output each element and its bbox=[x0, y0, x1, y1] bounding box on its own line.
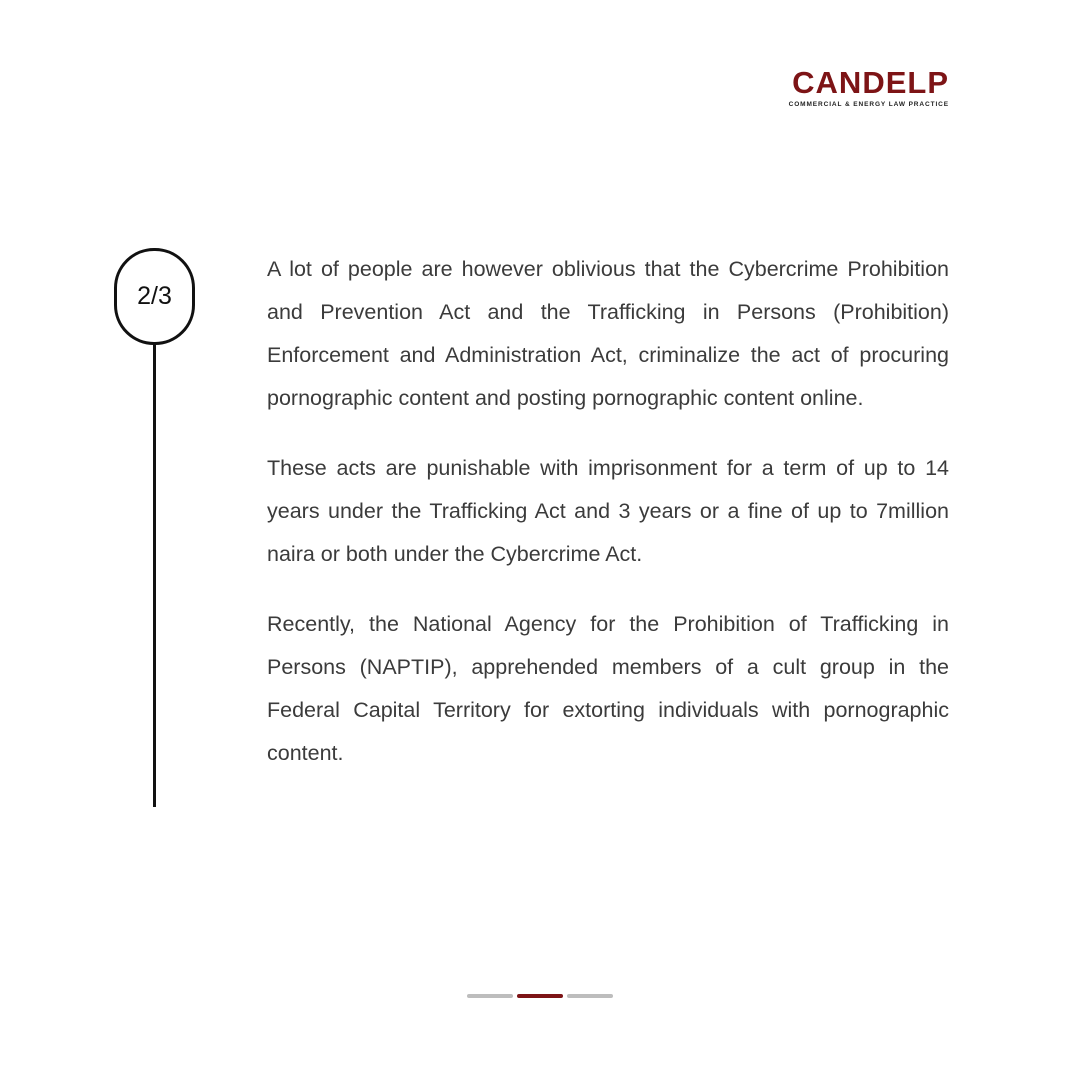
pagination-dot-3[interactable] bbox=[567, 994, 613, 998]
page-number-badge bbox=[114, 248, 195, 345]
page-number: 2/3 bbox=[137, 282, 172, 310]
carousel-pagination bbox=[467, 994, 613, 998]
article-body bbox=[267, 248, 949, 802]
paragraph-3: Recently, the National Agency for the Prohibition of Trafficking in Persons (NAPTIP), apprehended members of a cult group in the Federal Capital Territory for extorting individuals with pornographic content. bbox=[267, 612, 949, 765]
pagination-dot-1[interactable] bbox=[467, 994, 513, 998]
paragraph-1: A lot of people are however oblivious that the Cybercrime Prohibition and Prevention Act and the Trafficking in Persons (Prohibition) Enforcement and Administration Act, criminalize the act of procuring pornographic content and posting pornographic content online. bbox=[267, 257, 949, 410]
pagination-dot-2[interactable] bbox=[517, 994, 563, 998]
brand-logo bbox=[789, 66, 949, 108]
brand-tagline: COMMERCIAL & ENERGY LAW PRACTICE bbox=[788, 101, 949, 108]
timeline-line bbox=[153, 342, 156, 807]
brand-name: CANDELP bbox=[792, 65, 949, 100]
paragraph-2: These acts are punishable with imprisonment for a term of up to 14 years under the Trafficking Act and 3 years or a fine of up to 7million naira or both under the Cybercrime Act. bbox=[267, 456, 949, 566]
